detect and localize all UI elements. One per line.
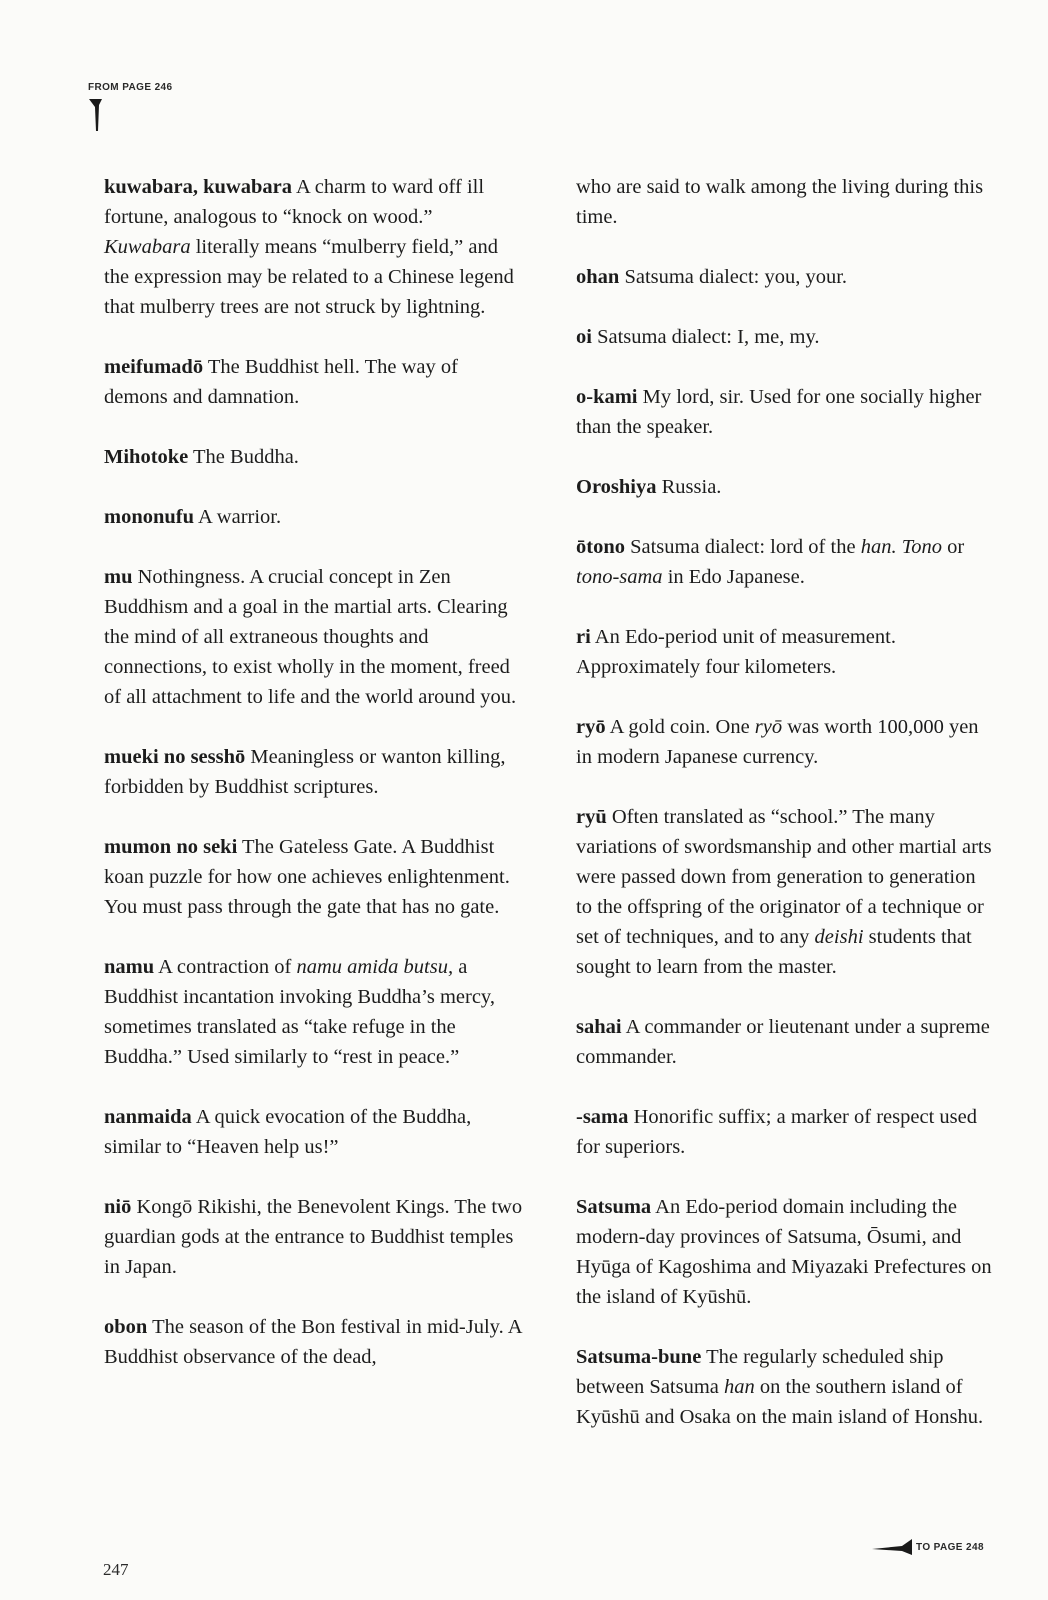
glossary-term: sahai [576, 1016, 622, 1038]
glossary-term: meifumadō [104, 356, 204, 378]
glossary-entry [104, 742, 524, 802]
glossary-entry [576, 1102, 996, 1162]
glossary-left-column [104, 172, 524, 1402]
glossary-entry [576, 472, 996, 502]
glossary-entry [576, 802, 996, 982]
definition-text: Nothingness. A crucial concept in Zen Buddhism and a goal in the martial arts. Clearing the mind of all extraneous thoughts and connections, to exist wholly in the moment, freed of all attachment to life and the world around you. [104, 566, 517, 708]
definition-text: was worth 100,000 yen in modern Japanese currency. [576, 716, 979, 768]
glossary-term: namu [104, 956, 155, 978]
definition-text: Kongō Rikishi, the Benevolent Kings. The two guardian gods at the entrance to Buddhist temples in Japan. [104, 1196, 523, 1278]
definition-text: Often translated as “school.” The many variations of swordsmanship and other martial arts were passed down from generation to generation to the offspring of the originator of a technique or set of techniques, and to any [576, 806, 992, 948]
definition-text: a Buddhist incantation invoking Buddha’s mercy, sometimes translated as “take refuge in the Buddha.” Used similarly to “rest in peace.” [104, 956, 495, 1068]
glossary-entry [576, 532, 996, 592]
glossary-term: ohan [576, 266, 620, 288]
definition-text: The Gateless Gate. A Buddhist koan puzzle for how one achieves enlightenment. You must pass through the gate that has no gate. [104, 836, 510, 918]
definition-text: or [941, 536, 965, 558]
glossary-entry [104, 1192, 524, 1282]
definition-text: A quick evocation of the Buddha, similar to “Heaven help us!” [104, 1106, 472, 1158]
definition-text: The Buddha. [188, 446, 299, 468]
glossary-entry [576, 712, 996, 772]
glossary-entry [576, 382, 996, 442]
italic-text: Tono [901, 536, 942, 558]
glossary-term: Oroshiya [576, 476, 657, 498]
glossary-entry [576, 1342, 996, 1432]
definition-text: A commander or lieutenant under a supreme commander. [576, 1016, 990, 1068]
definition-text: Honorific suffix; a marker of respect used for superiors. [576, 1106, 977, 1158]
glossary-entry [104, 832, 524, 922]
definition-text: An Edo-period domain including the modern-day provinces of Satsuma, Ōsumi, and Hyūga of Kagoshima and Miyazaki Prefectures on the island of Kyūshū. [576, 1196, 992, 1308]
page-number: 247 [103, 1560, 129, 1579]
glossary-term: obon [104, 1316, 148, 1338]
glossary-entry [104, 1102, 524, 1162]
definition-text: My lord, sir. Used for one socially higher than the speaker. [576, 386, 982, 438]
italic-text: deishi [814, 926, 864, 948]
glossary-entry [576, 1012, 996, 1072]
glossary-entry [104, 352, 524, 412]
glossary-entry [576, 322, 996, 352]
definition-text: on the southern island of Kyūshū and Osaka on the main island of Honshu. [576, 1376, 984, 1428]
glossary-term: o-kami [576, 386, 638, 408]
to-page-label: TO PAGE 248 [916, 1541, 984, 1553]
from-page-label: FROM PAGE 246 [88, 82, 173, 93]
definition-text: students that sought to learn from the master. [576, 926, 972, 978]
glossary-entry [104, 1312, 524, 1372]
glossary-term: mumon no seki [104, 836, 238, 858]
glossary-term: Satsuma [576, 1196, 652, 1218]
glossary-term: ryū [576, 806, 607, 828]
glossary-term: ōtono [576, 536, 625, 558]
glossary-right-column [576, 172, 996, 1462]
to-page-marker [872, 1535, 984, 1559]
glossary-entry [104, 172, 524, 322]
glossary-term: nanmaida [104, 1106, 192, 1128]
italic-text: ryō [754, 716, 783, 738]
definition-text: A charm to ward off ill fortune, analogous to “knock on wood.” [104, 176, 485, 228]
glossary-entry [576, 1192, 996, 1312]
glossary-term: oi [576, 326, 592, 348]
glossary-entry [104, 442, 524, 472]
left-arrow-icon [872, 1537, 914, 1557]
glossary-term: Mihotoke [104, 446, 189, 468]
glossary-term: Satsuma-bune [576, 1346, 702, 1368]
glossary-term: ryō [576, 716, 606, 738]
italic-text: han. [860, 536, 897, 558]
definition-text: A warrior. [194, 506, 282, 528]
definition-text: The season of the Bon festival in mid-July. A Buddhist observance of the dead, [104, 1316, 522, 1368]
italic-text: namu amida butsu, [296, 956, 454, 978]
glossary-term: mueki no sesshō [104, 746, 246, 768]
glossary-entry [576, 172, 996, 232]
glossary-term: ri [576, 626, 591, 648]
definition-text: Satsuma dialect: I, me, my. [591, 326, 820, 348]
definition-text: A contraction of [154, 956, 297, 978]
definition-text: literally means “mulberry field,” and the expression may be related to a Chinese legend that mulberry trees are not struck by lightning. [104, 236, 514, 318]
definition-text: An Edo-period unit of measurement. Approximately four kilometers. [576, 626, 896, 678]
definition-text: Satsuma dialect: lord of the [624, 536, 861, 558]
glossary-entry [576, 262, 996, 292]
glossary-entry [104, 562, 524, 712]
glossary-entry [104, 502, 524, 532]
definition-text: A gold coin. One [605, 716, 755, 738]
italic-text: tono-sama [576, 566, 663, 588]
definition-text: The Buddhist hell. The way of demons and damnation. [104, 356, 458, 408]
glossary-term: kuwabara, kuwabara [104, 176, 292, 198]
definition-text: The regularly scheduled ship between Satsuma [576, 1346, 944, 1398]
glossary-entry [104, 952, 524, 1072]
definition-text: Meaningless or wanton killing, forbidden by Buddhist scriptures. [104, 746, 506, 798]
glossary-term: niō [104, 1196, 132, 1218]
definition-text: who are said to walk among the living during this time. [576, 176, 984, 228]
down-arrow-icon [88, 97, 106, 133]
glossary-term: mononufu [104, 506, 195, 528]
glossary-term: -sama [576, 1106, 629, 1128]
italic-text: han [724, 1376, 755, 1398]
definition-text: in Edo Japanese. [662, 566, 805, 588]
definition-text: Satsuma dialect: you, your. [619, 266, 848, 288]
glossary-term: mu [104, 566, 133, 588]
italic-text: Kuwabara [104, 236, 191, 258]
definition-text: Russia. [656, 476, 722, 498]
glossary-entry [576, 622, 996, 682]
